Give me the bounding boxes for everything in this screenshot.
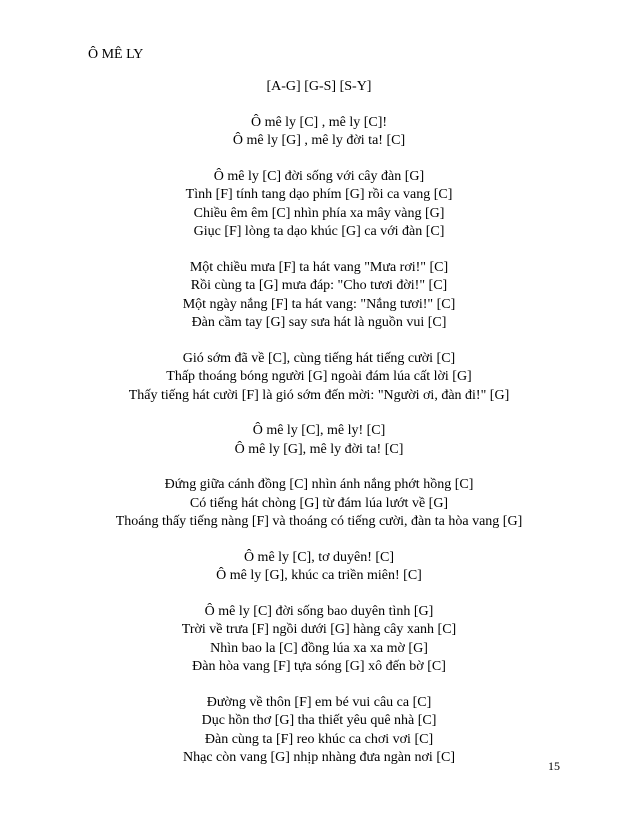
lyric-line: Ô mê ly [G], mê ly đời ta! [C] (234, 441, 404, 457)
lyric-line: Trời về trưa [F] ngồi dưới [G] hàng cây xanh [C] (181, 622, 457, 637)
stanza-verse-2 (0, 259, 638, 333)
lyric-line: Ô mê ly [C] đời sống bao duyên tình [G] (204, 603, 434, 619)
lyric-line: Giục [F] lòng ta dạo khúc [G] ca với đàn [C] (193, 224, 445, 239)
lyric-line: Gió sớm đã về [C], cùng tiếng hát tiếng cười [C] (182, 350, 456, 366)
stanza-verse-3 (0, 350, 638, 406)
lyric-line: Thấp thoáng bóng người [G] ngoài đám lúa cất lời [G] (166, 369, 472, 384)
page-number: 15 (548, 759, 560, 773)
lyric-line: Một chiều mưa [F] ta hát vang "Mưa rơi!" [C] (189, 259, 449, 275)
lyric-line: Đứng giữa cánh đồng [C] nhìn ánh nắng phớt hồng [C] (164, 477, 474, 492)
lyric-line: Ô mê ly [C] , mê ly [C]! (250, 114, 388, 130)
stanza-chord-key (0, 78, 638, 97)
stanza-verse-5 (0, 603, 638, 677)
lyric-line: Dục hồn thơ [G] tha thiết yêu quê nhà [C] (201, 713, 437, 728)
lyric-line: Thấy tiếng hát cười [F] là gió sớm đến mời: "Người ơi, đàn đi!" [G] (128, 387, 510, 403)
lyric-line: Tình [F] tính tang dạo phím [G] rồi ca vang [C] (185, 187, 453, 202)
stanza-chorus-2 (0, 422, 638, 459)
lyrics-body (0, 78, 638, 785)
lyric-line: Rồi cùng ta [G] mưa đáp: "Cho tươi đời!" [C] (190, 278, 448, 293)
lyric-line: Thoáng thấy tiếng nàng [F] và thoáng có tiếng cười, đàn ta hòa vang [G] (115, 514, 523, 529)
lyric-line: Một ngày nắng [F] ta hát vang: "Nắng tươi!" [C] (182, 296, 456, 312)
lyric-line: Đường về thôn [F] em bé vui câu ca [C] (206, 694, 432, 710)
song-title: Ô MÊ LY (88, 47, 144, 62)
stanza-chorus-1 (0, 114, 638, 151)
lyric-line: Đàn cầm tay [G] say sưa hát là nguồn vui [C] (191, 315, 447, 330)
lyric-line: Ô mê ly [G] , mê ly đời ta! [C] (232, 133, 406, 148)
lyric-line: Ô mê ly [G], khúc ca triền miên! [C] (216, 568, 422, 583)
stanza-verse-4 (0, 476, 638, 532)
stanza-verse-1 (0, 168, 638, 242)
lyric-line: Nhìn bao la [C] đồng lúa xa xa mờ [G] (210, 640, 428, 656)
lyric-line: Ô mê ly [C], tơ duyên! [C] (243, 549, 395, 565)
stanza-verse-6 (0, 694, 638, 768)
stanza-chorus-3 (0, 549, 638, 586)
lyric-line: Đàn hòa vang [F] tựa sóng [G] xô đến bờ [C] (192, 659, 446, 674)
lyric-line: Đàn cùng ta [F] reo khúc ca chơi vơi [C] (204, 731, 434, 747)
lyric-line: Ô mê ly [C] đời sống với cây đàn [G] (213, 168, 425, 184)
lyric-line: Ô mê ly [C], mê ly! [C] (252, 423, 386, 438)
lyric-line: Có tiếng hát chòng [G] từ đám lúa lướt về [G] (189, 495, 449, 511)
lyric-line: Nhạc còn vang [G] nhịp nhàng đưa ngàn nơi [C] (183, 750, 455, 765)
lyric-line: Chiều êm êm [C] nhìn phía xa mây vàng [G] (193, 205, 445, 221)
lyric-line: [A-G] [G-S] [S-Y] (266, 79, 372, 94)
